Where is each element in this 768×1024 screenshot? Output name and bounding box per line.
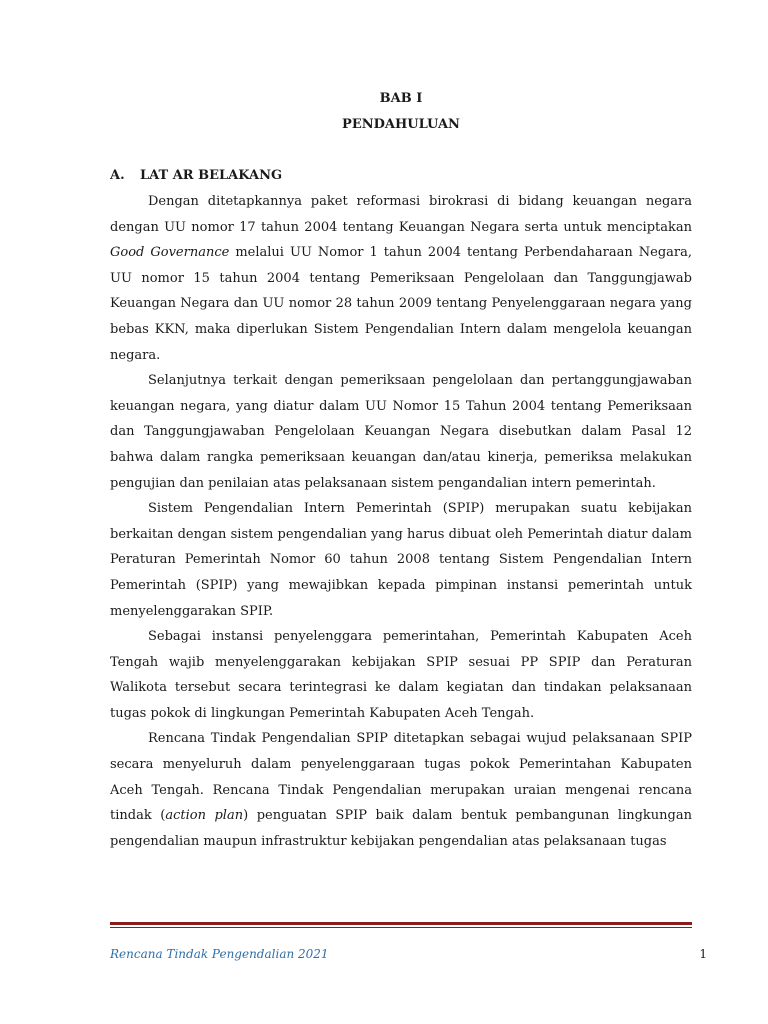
italic-term: Good Governance — [110, 245, 230, 261]
italic-term: action plan — [165, 808, 244, 824]
footer-rule — [110, 922, 692, 928]
section-title: LAT AR BELAKANG — [140, 168, 283, 183]
footer-rule-thick — [110, 922, 692, 925]
paragraph-5: Rencana Tindak Pengendalian SPIP ditetapkan sebagai wujud pelaksanaan SPIP secara menyeluruh dalam penyelenggaraan tugas pokok Pemerintahan Kabupaten Aceh Tengah. Rencana Tindak Pengendalian merupakan uraian mengenai rencana tindak (action plan) penguatan SPIP baik dalam bentuk pembangunan lingkungan pengendalian maupun infrastruktur kebijakan pengendalian atas pelaksanaan tugas — [110, 731, 692, 849]
paragraph-2: Selanjutnya terkait dengan pemeriksaan pengelolaan dan pertanggungjawaban keuangan negara, yang diatur dalam UU Nomor 15 Tahun 2004 tentang Pemeriksaan dan Tanggungjawaban Pengelolaan Keuangan Negara disebutkan dalam Pasal 12 bahwa dalam rangka pemeriksaan keuangan dan/atau kinerja, pemeriksa melakukan pengujian dan penilaian atas pelaksanaan sistem pengandalian intern pemerintah. — [110, 373, 692, 491]
paragraph-3: Sistem Pengendalian Intern Pemerintah (SPIP) merupakan suatu kebijakan berkaitan dengan sistem pengendalian yang harus dibuat oleh Pemerintah diatur dalam Peraturan Pemerintah Nomor 60 tahun 2008 tentang Sistem Pengendalian Intern Pemerintah (SPIP) yang mewajibkan kepada pimpinan instansi pemerintah untuk menyelenggarakan SPIP. — [110, 501, 692, 619]
chapter-number: BAB I — [379, 91, 423, 106]
chapter-title: PENDAHULUAN — [342, 117, 460, 132]
page-footer — [110, 946, 707, 962]
section-letter: A. — [110, 168, 125, 183]
footer-rule-thin — [110, 927, 692, 928]
footer-title: Rencana Tindak Pengendalian 2021 — [110, 947, 329, 961]
document-body — [110, 86, 692, 854]
paragraph-1: Dengan ditetapkannya paket reformasi birokrasi di bidang keuangan negara dengan UU nomor 17 tahun 2004 tentang Keuangan Negara serta untuk menciptakan Good Governance melalui UU Nomor 1 tahun 2004 tentang Perbendaharaan Negara, UU nomor 15 tahun 2004 tentang Pemeriksaan Pengelolaan dan Tanggungjawab Keuangan Negara dan UU nomor 28 tahun 2009 tentang Penyelenggaraan negara yang bebas KKN, maka diperlukan Sistem Pengendalian Intern dalam mengelola keuangan negara. — [110, 194, 692, 363]
section-heading — [110, 163, 692, 189]
paragraph-4: Sebagai instansi penyelenggara pemerintahan, Pemerintah Kabupaten Aceh Tengah wajib menyelenggarakan kebijakan SPIP sesuai PP SPIP dan Peraturan Walikota tersebut secara terintegrasi ke dalam kegiatan dan tindakan pelaksanaan tugas pokok di lingkungan Pemerintah Kabupaten Aceh Tengah. — [110, 629, 692, 721]
page-number: 1 — [699, 947, 707, 961]
